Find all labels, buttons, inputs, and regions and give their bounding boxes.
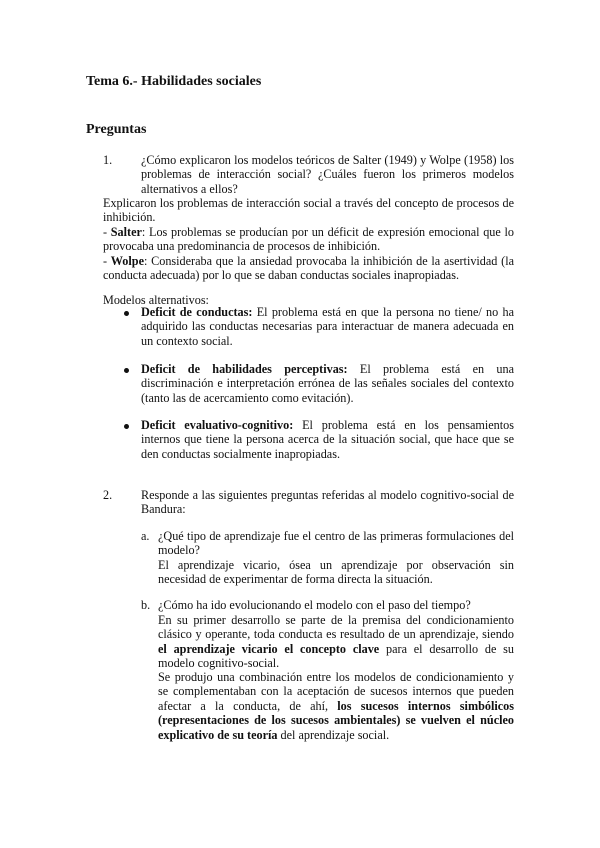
subquestion-b-label: b. — [141, 598, 151, 612]
bullet-icon — [124, 311, 129, 316]
subquestion-b-answer-paragraph-1: En su primer desarrollo se parte de la premisa del condicionamiento clásico y operante, toda conducta es resultado de un aprendizaje, siendo el aprendizaje vicario el concepto clave para el desarrollo de su modelo cognitivo-social. — [158, 613, 514, 671]
bullet-title: Deficit evaluativo-cognitivo: — [141, 418, 294, 432]
wolpe-name: Wolpe — [110, 254, 144, 268]
question-2-number: 2. — [103, 488, 113, 502]
question-1-text: ¿Cómo explicaron los modelos teóricos de Salter (1949) y Wolpe (1958) los problemas de interacción social? ¿Cuáles fueron los primeros modelos alternativos a ellos? — [141, 153, 514, 196]
wolpe-text: : Consideraba que la ansiedad provocaba la inhibición de la asertividad (la conducta adecuada) por lo que se daban conductas sociales inapropiadas. — [103, 254, 514, 283]
section-heading: Preguntas — [86, 122, 147, 137]
salter-text: : Los problemas se producían por un déficit de expresión emocional que lo provocaba una predominancia de procesos de inhibición. — [103, 225, 514, 254]
salter-name: Salter — [110, 225, 142, 239]
answer-1-intro: Explicaron los problemas de interacción social a través del concepto de procesos de inhibición. — [103, 196, 514, 225]
bullet-text: El problema está en que la persona no tiene/ no ha adquirido las conductas necesarias para interactuar de manera adecuada en un contexto social. — [141, 305, 514, 348]
question-1-number: 1. — [103, 153, 113, 167]
bullet-text: El problema está en los pensamientos internos que tiene la persona acerca de la situación social, que hace que se den conductas socialmente inapropiadas. — [141, 418, 514, 461]
bullet-icon — [124, 368, 129, 373]
bullet-text: El problema está en una discriminación e interpretación errónea de las señales sociales del contexto (tanto las de acercamiento como evitación). — [141, 362, 514, 405]
question-2-text: Responde a las siguientes preguntas referidas al modelo cognitivo-social de Bandura: — [141, 488, 514, 517]
subquestion-a-answer: El aprendizaje vicario, ósea un aprendizaje por observación sin necesidad de experimentar de forma directa la situación. — [158, 558, 514, 587]
alternative-models-label: Modelos alternativos: — [103, 293, 209, 307]
subquestion-a-text: ¿Qué tipo de aprendizaje fue el centro de las primeras formulaciones del modelo? — [158, 529, 514, 558]
subquestion-a-label: a. — [141, 529, 150, 543]
bullet-deficit-conductas — [141, 305, 514, 348]
bullet-title: Deficit de conductas: — [141, 305, 253, 319]
bullet-title: Deficit de habilidades perceptivas: — [141, 362, 348, 376]
bullet-deficit-evaluativo — [141, 418, 514, 461]
salter-paragraph: - Salter: Los problemas se producían por un déficit de expresión emocional que lo provocaba una predominancia de procesos de inhibición. — [103, 225, 514, 254]
bullet-icon — [124, 424, 129, 429]
key-concept: el aprendizaje vicario el concepto clave — [158, 641, 380, 656]
page-title: Tema 6.- Habilidades sociales — [86, 74, 262, 89]
key-concept: los sucesos internos simbólicos (representaciones de los sucesos ambientales) se vuelven el núcleo explicativo de su teoría — [158, 698, 514, 742]
bullet-deficit-perceptivas — [141, 362, 514, 405]
wolpe-paragraph: - Wolpe: Consideraba que la ansiedad provocaba la inhibición de la asertividad (la conducta adecuada) por lo que se daban conductas sociales inapropiadas. — [103, 254, 514, 283]
subquestion-b-answer-paragraph-2: Se produjo una combinación entre los modelos de condicionamiento y se complementaban con la aceptación de sucesos internos que pueden afectar a la conducta, de ahí, los sucesos internos simbólicos (representaciones de los sucesos ambientales) se vuelven el núcleo explicativo de su teoría del aprendizaje social. — [158, 670, 514, 742]
subquestion-b-text: ¿Cómo ha ido evolucionando el modelo con el paso del tiempo? — [158, 598, 471, 612]
